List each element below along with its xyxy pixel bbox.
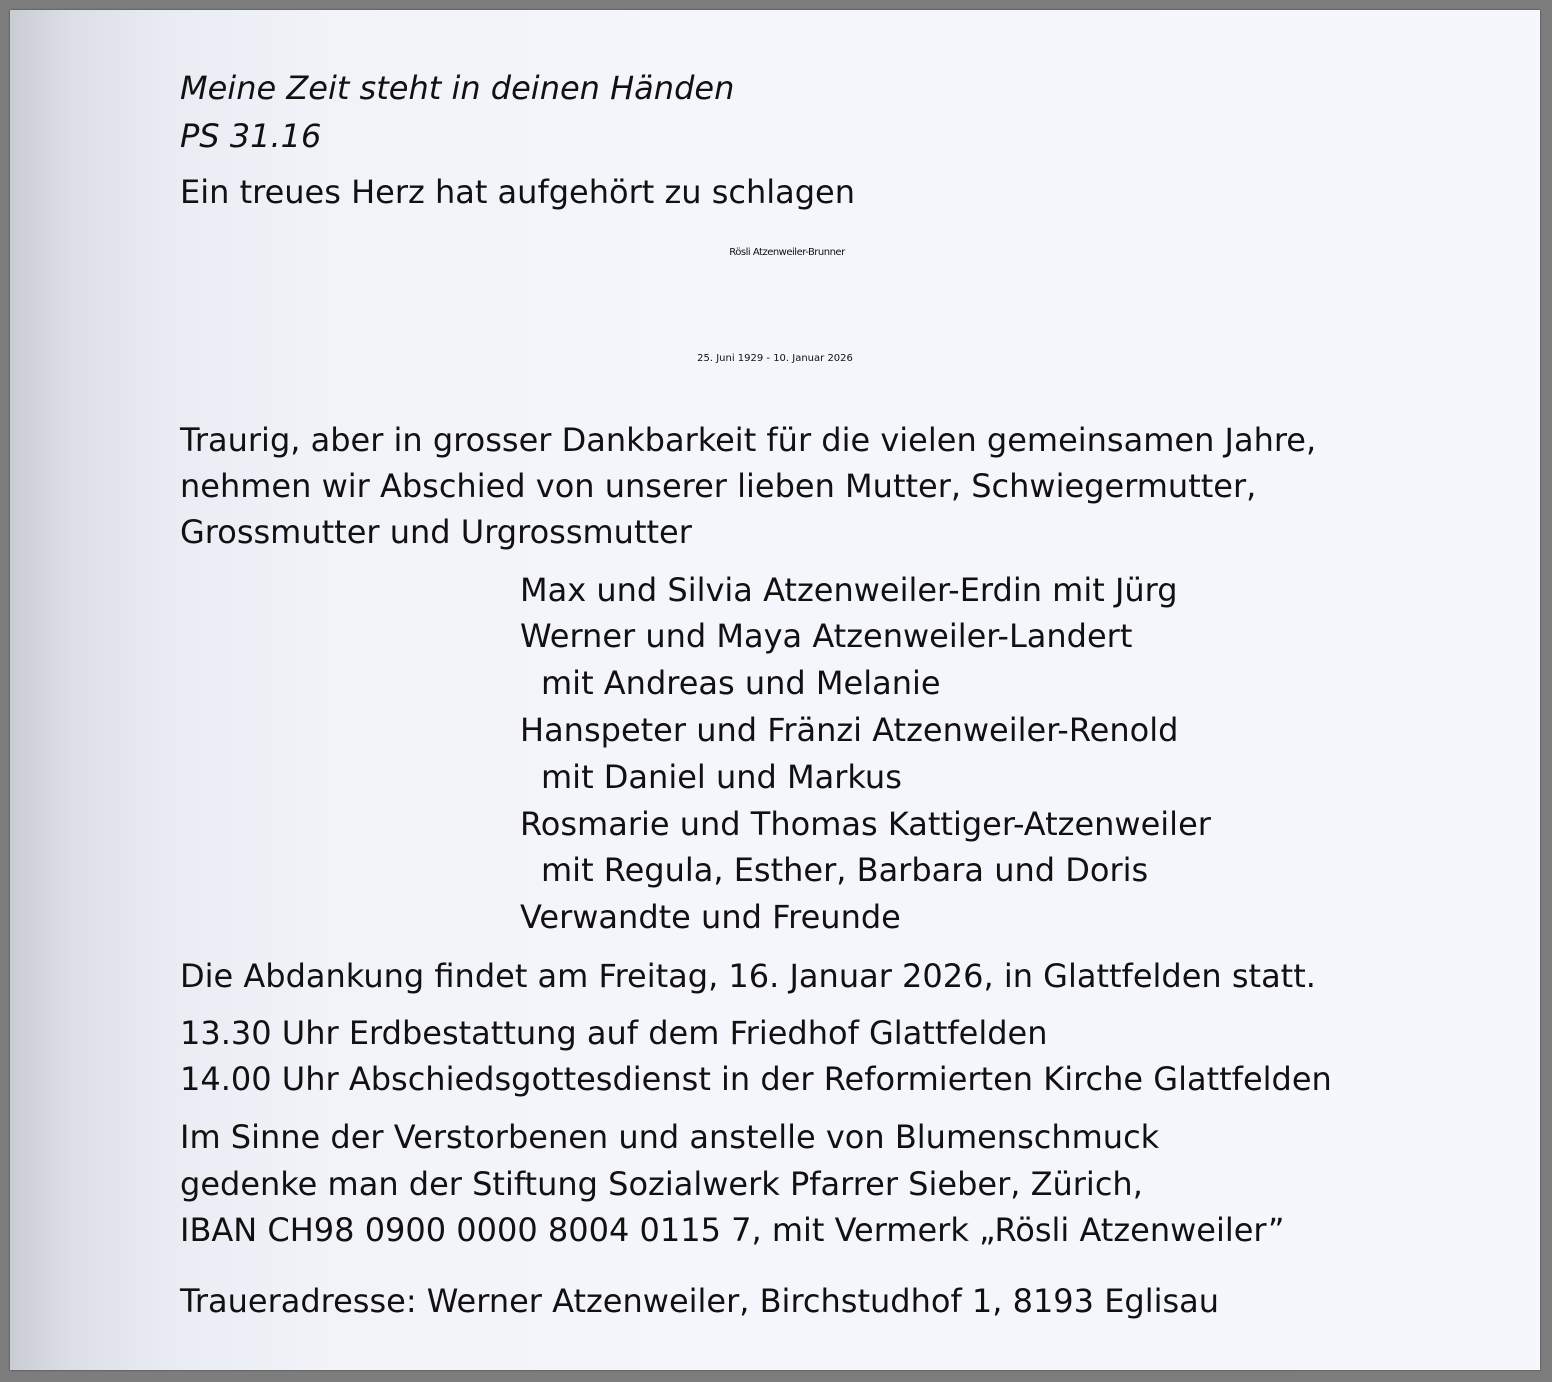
announcement-line: Traurig, aber in grosser Dankbarkeit für die vielen gemeinsamen Jahre,	[180, 421, 1317, 459]
announcement-line: nehmen wir Abschied von unserer lieben Mutter, Schwiegermutter,	[180, 467, 1257, 505]
verse-reference: PS 31.16	[180, 117, 322, 155]
mourner-line: Werner und Maya Atzenweiler-Landert	[520, 617, 1133, 655]
schedule-line: 13.30 Uhr Erdbestattung auf dem Friedhof Glattfelden	[180, 1014, 1048, 1052]
mourner-line: Hanspeter und Fränzi Atzenweiler-Renold	[520, 711, 1179, 749]
donation-line: gedenke man der Stiftung Sozialwerk Pfarrer Sieber, Zürich,	[180, 1165, 1143, 1203]
deceased-name: Rösli Atzenweiler-Brunner	[729, 247, 845, 258]
donation-line: Im Sinne der Verstorbenen und anstelle von Blumenschmuck	[180, 1118, 1160, 1156]
mourner-line: Verwandte und Freunde	[520, 898, 901, 936]
intro-line: Ein treues Herz hat aufgehört zu schlagen	[180, 173, 856, 211]
mourner-line: mit Regula, Esther, Barbara und Doris	[541, 851, 1149, 889]
mourner-line: Rosmarie und Thomas Kattiger-Atzenweiler	[520, 805, 1211, 843]
schedule-line: 14.00 Uhr Abschiedsgottesdienst in der Reformierten Kirche Glattfelden	[180, 1060, 1332, 1098]
mourner-line: Max und Silvia Atzenweiler-Erdin mit Jürg	[520, 571, 1178, 609]
announcement-line: Grossmutter und Urgrossmutter	[180, 513, 692, 551]
obituary-notice	[10, 10, 1540, 1370]
mourner-line: mit Daniel und Markus	[541, 758, 902, 796]
bible-verse: Meine Zeit steht in deinen Händen	[180, 69, 735, 107]
service-date-line: Die Abdankung findet am Freitag, 16. Januar 2026, in Glattfelden statt.	[180, 957, 1316, 995]
life-dates: 25. Juni 1929 - 10. Januar 2026	[697, 353, 853, 364]
mourning-address: Traueradresse: Werner Atzenweiler, Birchstudhof 1, 8193 Eglisau	[180, 1282, 1220, 1320]
mourner-line: mit Andreas und Melanie	[541, 664, 941, 702]
donation-line: IBAN CH98 0900 0000 8004 0115 7, mit Vermerk „Rösli Atzenweiler”	[180, 1211, 1285, 1249]
